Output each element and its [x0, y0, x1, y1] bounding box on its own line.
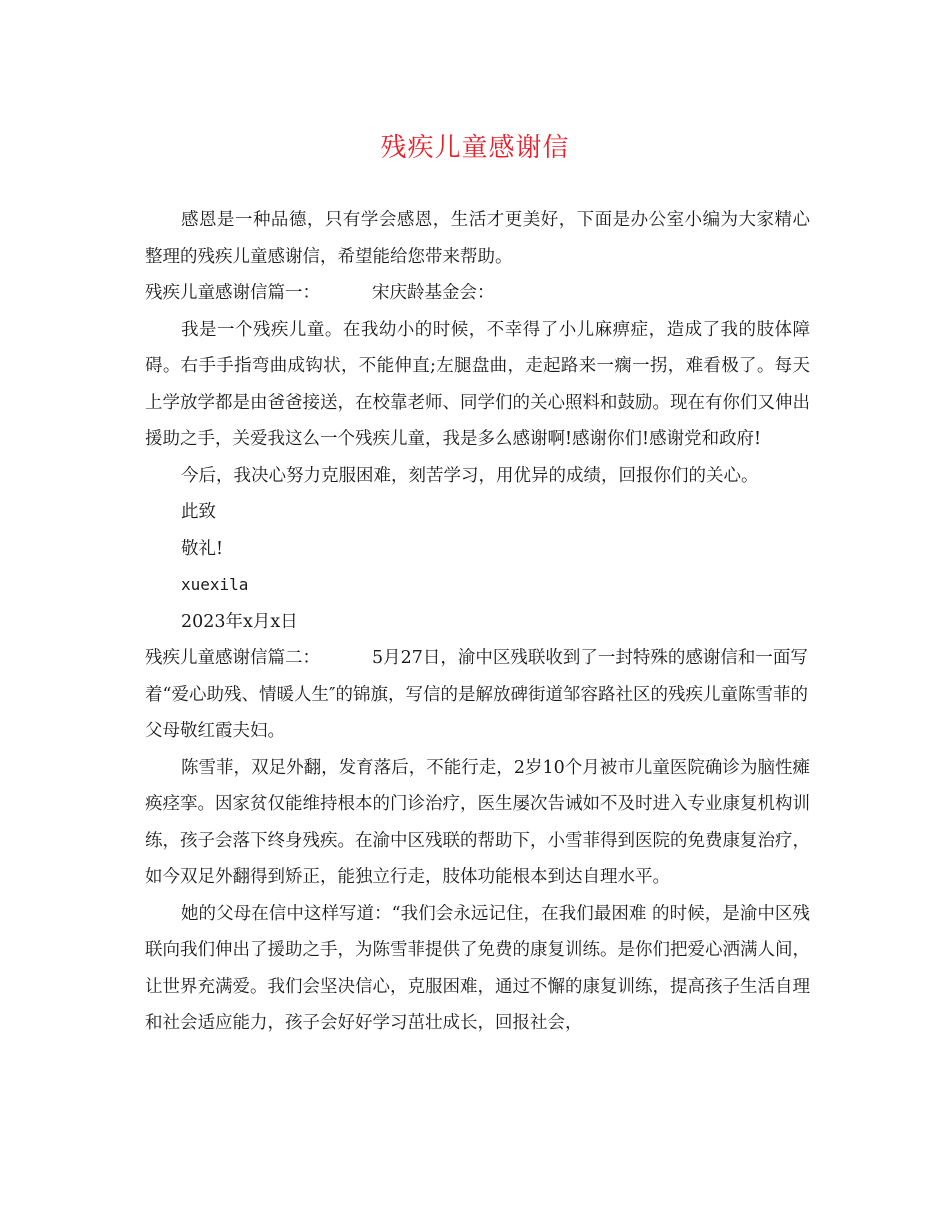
letter1-body-paragraph-2: 今后，我决心努力克服困难，刻苦学习，用优异的成绩，回报你们的关心。: [181, 465, 759, 486]
letter1-closing-2: 敬礼!: [181, 538, 224, 559]
letter1-signature: xuexila: [181, 575, 249, 594]
letter2-paragraph-2: 她的父母在信中这样写道：“我们会永远记住，在我们最困难 的时候，是渝中区残联向我们伸出了援助之手，为陈雪菲提供了免费的康复训练。是你们把爱心洒满人间，让世界充满爱。我们会坚决信心，克服困难，通过不懈的康复训练，提高孩子生活自理和社会适应能力，孩子会好好学习茁壮成长，回报社会，: [145, 903, 810, 1033]
intro-paragraph: 感恩是一种品德，只有学会感恩，生活才更美好，下面是办公室小编为大家精心整理的残疾儿童感谢信，希望能给您带来帮助。: [145, 210, 810, 267]
letter2-heading-line: [145, 640, 810, 750]
letter1-heading: 残疾儿童感谢信篇一：: [145, 283, 320, 303]
letter1-closing-1: 此致: [181, 502, 216, 522]
letter1-salutation: 宋庆龄基金会：: [372, 283, 495, 303]
document-title: 残疾儿童感谢信: [380, 133, 570, 163]
letter1-date: 2023年x月x日: [181, 611, 298, 632]
letter1-body-paragraph-1: 我是一个残疾儿童。在我幼小的时候，不幸得了小儿麻痹症，造成了我的肢体障碍。右手手指弯曲成钩状，不能伸直;左腿盘曲，走起路来一瘸一拐，难看极了。每天上学放学都是由爸爸接送，在校靠老师、同学们的关心照料和鼓励。现在有你们又伸出援助之手，关爱我这么一个残疾儿童，我是多么感谢啊!感谢你们!感谢党和政府!: [145, 319, 810, 449]
letter2-first-line: 5月27日，渝中区残联收到了一封特殊的感谢信和一面写着“爱心助残、情暖人生″的锦旗，写信的是解放碑街道邹容路社区的残疾儿童陈雪菲的父母敬红霞夫妇。: [145, 648, 808, 741]
document-body: [145, 202, 810, 1042]
letter1-heading-line: [145, 275, 810, 312]
letter2-heading: 残疾儿童感谢信篇二：: [145, 648, 320, 668]
letter2-paragraph-1: 陈雪菲，双足外翻，发育落后，不能行走，2岁10个月被市儿童医院确诊为脑性瘫痪痉挛。因家贫仅能维持根本的门诊治疗，医生屡次告诫如不及时进入专业康复机构训练，孩子会落下终身残疾。在渝中区残联的帮助下，小雪菲得到医院的免费康复治疗，如今双足外翻得到矫正，能独立行走，肢体功能根本到达自理水平。: [145, 757, 810, 887]
